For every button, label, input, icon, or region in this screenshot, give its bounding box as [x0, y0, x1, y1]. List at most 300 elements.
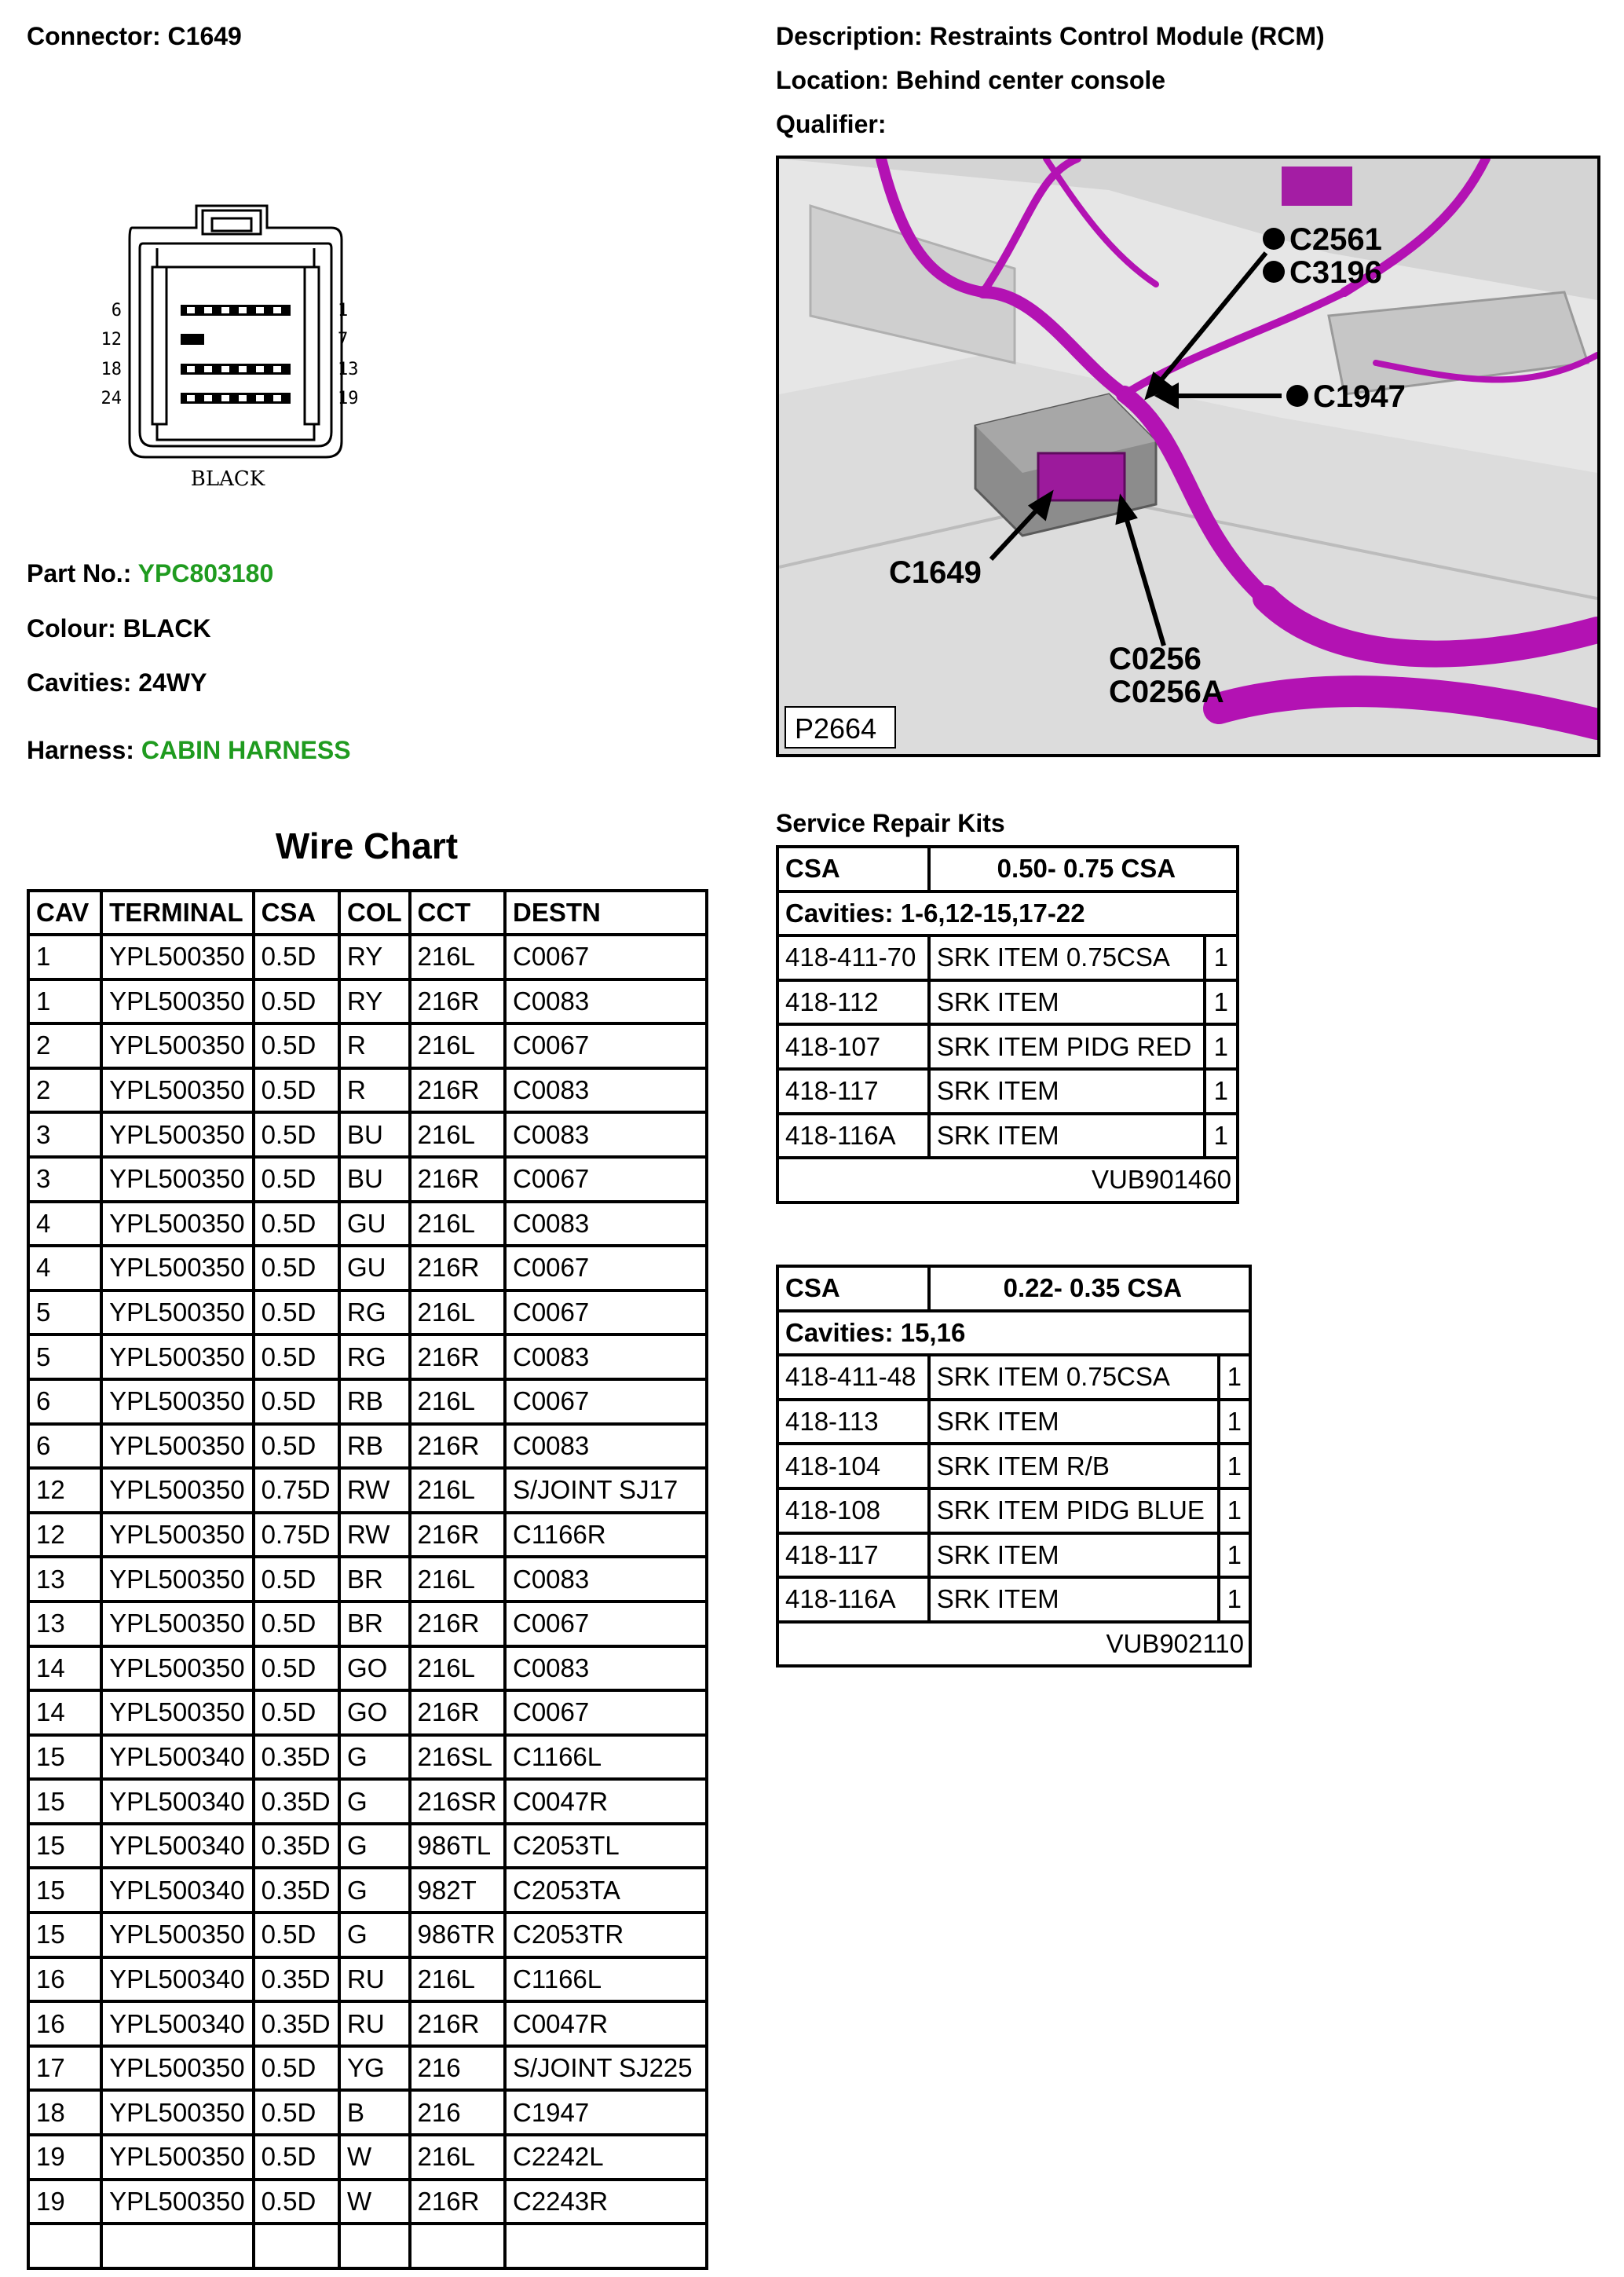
wire-cell-cct: 216L — [410, 1957, 505, 2002]
wire-cell-cav: 5 — [28, 1334, 101, 1379]
wire-chart-row — [28, 1379, 707, 1424]
kit-part-number: 418-113 — [777, 1400, 929, 1444]
wire-cell-cav: 4 — [28, 1202, 101, 1246]
kit-number-row — [777, 1158, 1238, 1203]
wire-cell-cct: 216SR — [410, 1779, 505, 1824]
kit-item-row — [777, 1577, 1250, 1622]
part-number-label: Part No.: — [27, 559, 132, 588]
wire-chart-row — [28, 1735, 707, 1780]
wire-cell-terminal: YPL500350 — [101, 1334, 253, 1379]
col-header-cct: CCT — [410, 891, 505, 935]
pin-label: 7 — [338, 330, 349, 350]
kit-number-row — [777, 1622, 1250, 1667]
wire-cell-terminal: YPL500340 — [101, 1735, 253, 1780]
wire-cell-col: RY — [339, 979, 410, 1024]
wire-cell-csa: 0.35D — [254, 1824, 339, 1869]
cavities-line: Cavities: 24WY — [27, 668, 207, 697]
wire-cell-cct: 216L — [410, 1202, 505, 1246]
col-header-col: COL — [339, 891, 410, 935]
wire-chart-row — [28, 2180, 707, 2224]
wire-cell-terminal: YPL500350 — [101, 1602, 253, 1646]
wire-cell-destn: C0067 — [505, 1690, 707, 1735]
wire-cell-destn: C0083 — [505, 1202, 707, 1246]
wire-chart-row — [28, 1957, 707, 2002]
wire-cell-cav: 15 — [28, 1868, 101, 1913]
wire-cell-cav: 3 — [28, 1157, 101, 1202]
kit-csa-row — [777, 1266, 1250, 1311]
wire-chart-row — [28, 1646, 707, 1691]
kit-item-description: SRK ITEM 0.75CSA — [929, 1355, 1219, 1400]
wire-cell-col: YG — [339, 2046, 410, 2091]
photo-figure-id: P2664 — [795, 712, 877, 745]
wire-cell-cct: 216L — [410, 1023, 505, 1068]
kit-part-number: 418-107 — [777, 1024, 929, 1069]
pin-label: 13 — [338, 360, 359, 379]
wire-chart-row — [28, 1023, 707, 1068]
kit-item-description: SRK ITEM — [929, 1114, 1205, 1159]
wire-chart-row — [28, 1112, 707, 1157]
wire-chart-row — [28, 1290, 707, 1335]
wire-cell-destn: C1166R — [505, 1513, 707, 1558]
kit-item-description: SRK ITEM 0.75CSA — [929, 935, 1205, 980]
wire-cell-destn: S/JOINT SJ17 — [505, 1468, 707, 1513]
wire-cell-col: RW — [339, 1468, 410, 1513]
wire-cell-destn: C0067 — [505, 935, 707, 979]
wire-cell-cct: 216L — [410, 2135, 505, 2180]
wire-cell-cav: 3 — [28, 1112, 101, 1157]
wire-cell-terminal — [101, 2224, 253, 2268]
wire-chart-row — [28, 1868, 707, 1913]
kit-csa-range: 0.22- 0.35 CSA — [929, 1266, 1250, 1311]
wire-chart-row — [28, 2224, 707, 2268]
wire-cell-col: GU — [339, 1202, 410, 1246]
wire-cell-cav: 15 — [28, 1824, 101, 1869]
wire-cell-col: G — [339, 1779, 410, 1824]
wire-cell-terminal: YPL500350 — [101, 935, 253, 979]
wire-cell-destn: C0083 — [505, 979, 707, 1024]
wire-chart-row — [28, 2001, 707, 2046]
wire-chart-row — [28, 935, 707, 979]
colour-line: Colour: BLACK — [27, 614, 211, 642]
harness-line — [27, 736, 351, 765]
kit-item-qty: 1 — [1205, 1069, 1238, 1114]
wire-cell-cav: 19 — [28, 2135, 101, 2180]
wire-cell-col: BR — [339, 1602, 410, 1646]
kit-item-qty: 1 — [1205, 980, 1238, 1025]
wire-cell-cct: 216R — [410, 1068, 505, 1113]
wire-cell-col: G — [339, 1868, 410, 1913]
wire-cell-cct: 216L — [410, 1557, 505, 1602]
wire-cell-col: RB — [339, 1379, 410, 1424]
harness-name: CABIN HARNESS — [141, 736, 351, 764]
kit-csa-label: CSA — [777, 1266, 929, 1311]
kit-part-number: 418-112 — [777, 980, 929, 1025]
wire-cell-terminal: YPL500340 — [101, 1824, 253, 1869]
service-kit-table-2 — [776, 1265, 1252, 1667]
wire-cell-destn: C2053TR — [505, 1913, 707, 1957]
pin-label: 19 — [338, 389, 359, 408]
wire-chart-title: Wire Chart — [275, 826, 459, 866]
wire-cell-cav: 6 — [28, 1424, 101, 1469]
wire-cell-cct: 216 — [410, 2046, 505, 2091]
wire-cell-cct: 216R — [410, 1334, 505, 1379]
wire-cell-cct: 216L — [410, 1468, 505, 1513]
col-header-terminal: TERMINAL — [101, 891, 253, 935]
wire-cell-cav: 13 — [28, 1557, 101, 1602]
connector-colour-label: BLACK — [190, 467, 265, 491]
kit-part-number: 418-104 — [777, 1444, 929, 1488]
wire-cell-csa: 0.35D — [254, 1868, 339, 1913]
kit-item-description: SRK ITEM — [929, 980, 1205, 1025]
wire-chart-row — [28, 1779, 707, 1824]
connector-face-diagram — [79, 196, 377, 495]
connector-id: Connector: C1649 — [27, 22, 242, 50]
wire-cell-col: RU — [339, 2001, 410, 2046]
wire-cell-terminal: YPL500340 — [101, 1779, 253, 1824]
kit-item-row — [777, 1400, 1250, 1444]
wire-cell-csa: 0.5D — [254, 1424, 339, 1469]
kit-item-qty: 1 — [1205, 1024, 1238, 1069]
wire-chart-row — [28, 979, 707, 1024]
wire-cell-csa: 0.5D — [254, 1068, 339, 1113]
kit-item-qty: 1 — [1205, 1114, 1238, 1159]
wire-cell-col: G — [339, 1913, 410, 1957]
wire-cell-terminal: YPL500350 — [101, 1690, 253, 1735]
wire-cell-terminal: YPL500350 — [101, 1513, 253, 1558]
wire-cell-cav: 4 — [28, 1246, 101, 1290]
wire-cell-cav: 17 — [28, 2046, 101, 2091]
wire-cell-csa: 0.5D — [254, 1557, 339, 1602]
kit-item-description: SRK ITEM — [929, 1533, 1219, 1578]
qualifier: Qualifier: — [776, 110, 887, 138]
wire-cell-cct: 216R — [410, 1424, 505, 1469]
wire-cell-col: RU — [339, 1957, 410, 2002]
wire-cell-cav: 1 — [28, 935, 101, 979]
wire-cell-destn: S/JOINT SJ225 — [505, 2046, 707, 2091]
kit-cavities: Cavities: 15,16 — [777, 1311, 1250, 1356]
harness-label: Harness: — [27, 736, 134, 764]
kit-item-description: SRK ITEM R/B — [929, 1444, 1219, 1488]
wire-cell-cct: 986TR — [410, 1913, 505, 1957]
wire-cell-csa: 0.5D — [254, 1290, 339, 1335]
pin-label: 6 — [111, 301, 122, 320]
kit-item-description: SRK ITEM — [929, 1069, 1205, 1114]
wire-chart-row — [28, 1513, 707, 1558]
kit-item-row — [777, 1024, 1238, 1069]
pin-label: 1 — [338, 301, 349, 320]
kit-cavities-row — [777, 1311, 1250, 1356]
wire-cell-cav: 19 — [28, 2180, 101, 2224]
wire-cell-terminal: YPL500350 — [101, 1157, 253, 1202]
wire-cell-col: R — [339, 1068, 410, 1113]
wire-cell-cav: 15 — [28, 1913, 101, 1957]
wire-chart-row — [28, 1602, 707, 1646]
wire-chart-row — [28, 1424, 707, 1469]
wire-cell-col: BU — [339, 1157, 410, 1202]
part-number: YPC803180 — [137, 559, 274, 588]
wire-cell-csa: 0.5D — [254, 1690, 339, 1735]
location: Location: Behind center console — [776, 66, 1166, 94]
photo-callout: C0256A — [1109, 675, 1224, 709]
wire-cell-csa: 0.5D — [254, 2135, 339, 2180]
wire-cell-cct: 216R — [410, 1690, 505, 1735]
wire-cell-destn: C0083 — [505, 1068, 707, 1113]
kit-number: VUB901460 — [777, 1158, 1238, 1203]
wire-cell-cct: 216L — [410, 935, 505, 979]
kit-part-number: 418-116A — [777, 1114, 929, 1159]
wire-cell-csa: 0.5D — [254, 1112, 339, 1157]
wire-cell-cct: 216R — [410, 2180, 505, 2224]
description: Description: Restraints Control Module (RCM) — [776, 22, 1325, 50]
wire-cell-csa: 0.5D — [254, 1157, 339, 1202]
wire-cell-destn: C2243R — [505, 2180, 707, 2224]
wire-cell-terminal: YPL500350 — [101, 1023, 253, 1068]
wire-chart-row — [28, 1202, 707, 1246]
wire-cell-cct: 216R — [410, 1157, 505, 1202]
kit-item-row — [777, 1533, 1250, 1578]
pin-label: 12 — [101, 330, 122, 350]
wire-cell-destn: C2053TA — [505, 1868, 707, 1913]
wire-cell-col: RG — [339, 1334, 410, 1379]
wire-cell-terminal: YPL500350 — [101, 2046, 253, 2091]
wire-cell-cav: 6 — [28, 1379, 101, 1424]
wire-cell-cct: 216L — [410, 1290, 505, 1335]
wire-cell-cav: 12 — [28, 1513, 101, 1558]
wire-cell-terminal: YPL500350 — [101, 2180, 253, 2224]
wire-cell-csa: 0.5D — [254, 1913, 339, 1957]
wire-cell-cav: 13 — [28, 1602, 101, 1646]
photo-callout: C1947 — [1313, 379, 1406, 414]
wire-cell-destn: C0067 — [505, 1290, 707, 1335]
wire-cell-col: GO — [339, 1690, 410, 1735]
wire-cell-cav: 14 — [28, 1646, 101, 1691]
kit-cavities-row — [777, 891, 1238, 936]
wire-cell-cav: 2 — [28, 1023, 101, 1068]
kit-item-row — [777, 1355, 1250, 1400]
wire-cell-terminal: YPL500350 — [101, 2135, 253, 2180]
wire-cell-csa: 0.5D — [254, 1334, 339, 1379]
wire-cell-csa: 0.5D — [254, 1379, 339, 1424]
kit-part-number: 418-411-48 — [777, 1355, 929, 1400]
wire-cell-col: W — [339, 2180, 410, 2224]
wire-cell-csa: 0.5D — [254, 1602, 339, 1646]
wire-chart-row — [28, 1334, 707, 1379]
wire-cell-terminal: YPL500350 — [101, 1202, 253, 1246]
wire-cell-cct: 216R — [410, 1513, 505, 1558]
wire-cell-cav: 16 — [28, 1957, 101, 2002]
wire-cell-col: G — [339, 1824, 410, 1869]
wire-cell-cav — [28, 2224, 101, 2268]
wire-cell-csa: 0.5D — [254, 2180, 339, 2224]
wire-cell-csa: 0.35D — [254, 1957, 339, 2002]
wire-cell-col: RG — [339, 1290, 410, 1335]
wire-chart-row — [28, 2046, 707, 2091]
wire-cell-destn: C2242L — [505, 2135, 707, 2180]
kit-item-description: SRK ITEM — [929, 1577, 1219, 1622]
wire-cell-cav: 5 — [28, 1290, 101, 1335]
kit-item-qty: 1 — [1205, 935, 1238, 980]
wire-cell-destn: C1947 — [505, 2090, 707, 2135]
wire-cell-cav: 15 — [28, 1735, 101, 1780]
wire-cell-cct: 216SL — [410, 1735, 505, 1780]
wire-cell-csa: 0.5D — [254, 1646, 339, 1691]
wire-cell-cav: 1 — [28, 979, 101, 1024]
wire-cell-terminal: YPL500340 — [101, 1868, 253, 1913]
wire-cell-col: RW — [339, 1513, 410, 1558]
kit-csa-row — [777, 847, 1238, 891]
wire-chart-row — [28, 1690, 707, 1735]
wire-cell-cct — [410, 2224, 505, 2268]
wire-cell-terminal: YPL500350 — [101, 1068, 253, 1113]
wire-cell-terminal: YPL500350 — [101, 1557, 253, 1602]
wire-cell-col: R — [339, 1023, 410, 1068]
kit-item-description: SRK ITEM — [929, 1400, 1219, 1444]
wire-cell-terminal: YPL500350 — [101, 1246, 253, 1290]
kit-item-description: SRK ITEM PIDG RED — [929, 1024, 1205, 1069]
wire-cell-destn: C0047R — [505, 1779, 707, 1824]
kit-cavities: Cavities: 1-6,12-15,17-22 — [777, 891, 1238, 936]
col-header-destn: DESTN — [505, 891, 707, 935]
wire-cell-terminal: YPL500350 — [101, 1290, 253, 1335]
wire-cell-col: BU — [339, 1112, 410, 1157]
kit-item-row — [777, 980, 1238, 1025]
wire-cell-cct: 216L — [410, 1379, 505, 1424]
wire-cell-destn: C1166L — [505, 1957, 707, 2002]
wire-cell-destn: C0083 — [505, 1424, 707, 1469]
wire-cell-destn: C0083 — [505, 1112, 707, 1157]
wire-cell-cav: 18 — [28, 2090, 101, 2135]
kit-csa-label: CSA — [777, 847, 929, 891]
pin-label: 18 — [101, 360, 122, 379]
kit-item-description: SRK ITEM PIDG BLUE — [929, 1488, 1219, 1533]
wire-cell-cct: 216R — [410, 1602, 505, 1646]
col-header-csa: CSA — [254, 891, 339, 935]
part-number-line — [27, 559, 273, 588]
pin-label: 24 — [101, 389, 122, 408]
kit-part-number: 418-411-70 — [777, 935, 929, 980]
wire-cell-csa: 0.75D — [254, 1513, 339, 1558]
wire-cell-csa: 0.5D — [254, 1246, 339, 1290]
kit-item-row — [777, 1114, 1238, 1159]
photo-callout: C3196 — [1289, 255, 1382, 290]
col-header-cav: CAV — [28, 891, 101, 935]
kit-part-number: 418-117 — [777, 1069, 929, 1114]
wire-cell-cct: 216R — [410, 2001, 505, 2046]
wire-cell-terminal: YPL500350 — [101, 1468, 253, 1513]
wire-chart-row — [28, 1468, 707, 1513]
wire-cell-csa: 0.5D — [254, 979, 339, 1024]
wire-cell-terminal: YPL500350 — [101, 1913, 253, 1957]
wire-cell-csa: 0.5D — [254, 2090, 339, 2135]
wire-cell-col: W — [339, 2135, 410, 2180]
wire-chart-table — [27, 889, 708, 2270]
wire-cell-cav: 2 — [28, 1068, 101, 1113]
wire-cell-csa: 0.75D — [254, 1468, 339, 1513]
wire-cell-destn: C0083 — [505, 1334, 707, 1379]
wire-cell-col: RB — [339, 1424, 410, 1469]
wire-cell-destn: C0067 — [505, 1602, 707, 1646]
kit-item-row — [777, 1488, 1250, 1533]
wire-cell-cct: 216L — [410, 1646, 505, 1691]
photo-callout: C2561 — [1289, 222, 1382, 257]
wire-cell-col: RY — [339, 935, 410, 979]
wire-cell-cct: 216 — [410, 2090, 505, 2135]
wire-cell-terminal: YPL500350 — [101, 979, 253, 1024]
wire-cell-terminal: YPL500350 — [101, 1112, 253, 1157]
location-photo — [776, 156, 1600, 757]
wire-cell-csa: 0.5D — [254, 2046, 339, 2091]
wire-cell-col: G — [339, 1735, 410, 1780]
kit-item-qty: 1 — [1219, 1577, 1251, 1622]
photo-callout: C1649 — [889, 555, 982, 590]
wire-cell-terminal: YPL500350 — [101, 1424, 253, 1469]
wire-cell-csa — [254, 2224, 339, 2268]
wire-cell-terminal: YPL500340 — [101, 2001, 253, 2046]
kit-csa-range: 0.50- 0.75 CSA — [929, 847, 1238, 891]
service-kits-title: Service Repair Kits — [776, 809, 1005, 837]
wire-cell-col — [339, 2224, 410, 2268]
wire-cell-destn: C0047R — [505, 2001, 707, 2046]
wire-cell-destn: C0083 — [505, 1646, 707, 1691]
wire-cell-cav: 15 — [28, 1779, 101, 1824]
wire-cell-csa: 0.35D — [254, 1779, 339, 1824]
service-kit-table-1 — [776, 845, 1239, 1204]
wire-cell-terminal: YPL500350 — [101, 1646, 253, 1691]
wire-cell-cav: 16 — [28, 2001, 101, 2046]
wire-cell-cct: 216L — [410, 1112, 505, 1157]
wire-cell-col: GO — [339, 1646, 410, 1691]
kit-part-number: 418-108 — [777, 1488, 929, 1533]
wire-cell-destn: C0067 — [505, 1246, 707, 1290]
wire-cell-destn: C2053TL — [505, 1824, 707, 1869]
wire-chart-row — [28, 2135, 707, 2180]
wire-cell-destn: C0083 — [505, 1557, 707, 1602]
kit-part-number: 418-117 — [777, 1533, 929, 1578]
wire-cell-cct: 216R — [410, 979, 505, 1024]
kit-item-qty: 1 — [1219, 1444, 1251, 1488]
wire-cell-col: BR — [339, 1557, 410, 1602]
wire-cell-cct: 982T — [410, 1868, 505, 1913]
kit-item-row — [777, 1069, 1238, 1114]
wire-cell-cct: 986TL — [410, 1824, 505, 1869]
wire-chart-header-row — [28, 891, 707, 935]
wire-cell-destn: C0067 — [505, 1023, 707, 1068]
kit-item-qty: 1 — [1219, 1400, 1251, 1444]
wire-chart-row — [28, 1913, 707, 1957]
kit-item-qty: 1 — [1219, 1488, 1251, 1533]
wire-cell-csa: 0.35D — [254, 2001, 339, 2046]
wire-chart-row — [28, 1157, 707, 1202]
wire-chart-row — [28, 1824, 707, 1869]
wire-cell-csa: 0.5D — [254, 1023, 339, 1068]
wire-cell-terminal: YPL500340 — [101, 1957, 253, 2002]
kit-part-number: 418-116A — [777, 1577, 929, 1622]
wire-chart-row — [28, 1068, 707, 1113]
wire-chart-row — [28, 1557, 707, 1602]
kit-number: VUB902110 — [777, 1622, 1250, 1667]
kit-item-row — [777, 935, 1238, 980]
kit-item-qty: 1 — [1219, 1355, 1251, 1400]
wire-cell-terminal: YPL500350 — [101, 2090, 253, 2135]
wire-chart-row — [28, 1246, 707, 1290]
wire-chart-row — [28, 2090, 707, 2135]
wire-cell-col: GU — [339, 1246, 410, 1290]
wire-cell-cct: 216R — [410, 1246, 505, 1290]
kit-item-qty: 1 — [1219, 1533, 1251, 1578]
wire-cell-destn — [505, 2224, 707, 2268]
wire-cell-terminal: YPL500350 — [101, 1379, 253, 1424]
kit-item-row — [777, 1444, 1250, 1488]
